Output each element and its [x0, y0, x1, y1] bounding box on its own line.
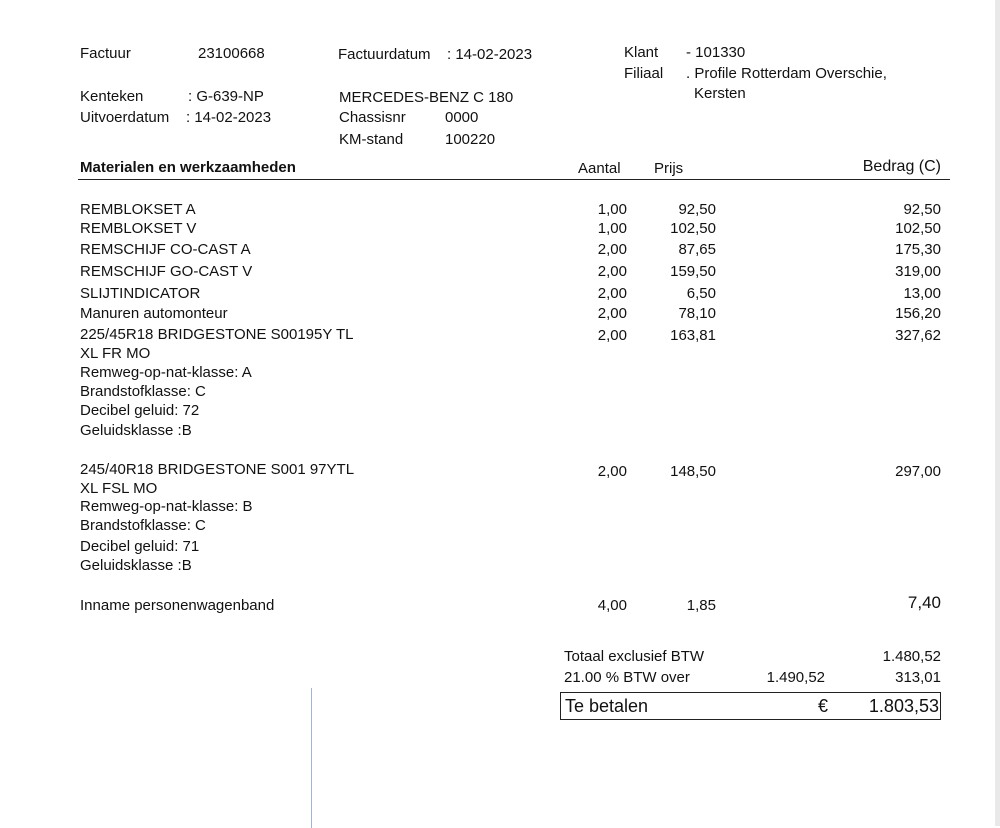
vehicle-model: MERCEDES-BENZ C 180 — [339, 89, 514, 106]
row-qty: 2,00 — [597, 263, 627, 280]
row-price: 1,85 — [686, 597, 716, 614]
row-amount: 327,62 — [895, 327, 941, 344]
row-detail: Geluidsklasse :B — [80, 422, 192, 439]
row-desc: 245/40R18 BRIDGESTONE S001 97YTL — [80, 461, 355, 478]
row-qty: 2,00 — [597, 327, 627, 344]
row-amount: 92,50 — [903, 201, 941, 218]
row-desc: SLIJTINDICATOR — [80, 285, 201, 302]
row-qty: 2,00 — [597, 241, 627, 258]
factuur-label: Factuur — [80, 45, 131, 62]
filiaal-value: . Profile Rotterdam Overschie, — [686, 65, 887, 82]
currency-symbol: € — [818, 696, 829, 716]
row-price: 87,65 — [678, 241, 716, 258]
total-excl-label: Totaal exclusief BTW — [564, 648, 705, 665]
row-qty: 2,00 — [597, 305, 627, 322]
scan-artifact-line — [311, 688, 312, 828]
row-price: 148,50 — [670, 463, 716, 480]
row-detail: Decibel geluid: 72 — [80, 402, 200, 419]
row-amount: 13,00 — [903, 285, 941, 302]
scan-edge — [995, 0, 1000, 826]
row-detail: XL FSL MO — [80, 480, 158, 497]
row-detail: Geluidsklasse :B — [80, 557, 192, 574]
row-desc: REMSCHIJF GO-CAST V — [80, 263, 253, 280]
row-price: 92,50 — [678, 201, 716, 218]
factuurdatum-value: : 14-02-2023 — [447, 46, 533, 63]
col-header-materials: Materialen en werkzaamheden — [80, 159, 296, 176]
row-qty: 1,00 — [597, 220, 627, 237]
row-amount: 297,00 — [895, 463, 941, 480]
row-price: 78,10 — [678, 305, 716, 322]
pay-value: 1.803,53 — [868, 696, 939, 716]
chassisnr-label: Chassisnr — [339, 109, 406, 126]
row-price: 163,81 — [670, 327, 716, 344]
row-detail: Remweg-op-nat-klasse: B — [80, 498, 253, 515]
row-amount: 102,50 — [895, 220, 941, 237]
row-qty: 1,00 — [597, 201, 627, 218]
row-detail: Remweg-op-nat-klasse: A — [80, 364, 252, 381]
col-header-prijs: Prijs — [654, 160, 684, 177]
klant-value: - 101330 — [686, 44, 746, 61]
total-excl-value: 1.480,52 — [882, 648, 941, 665]
row-qty: 2,00 — [597, 285, 627, 302]
row-detail: Brandstofklasse: C — [80, 517, 206, 534]
row-amount: 7,40 — [907, 593, 941, 612]
klant-label: Klant — [624, 44, 659, 61]
chassisnr-value: 0000 — [445, 109, 479, 126]
row-detail: Brandstofklasse: C — [80, 383, 206, 400]
row-detail: Decibel geluid: 71 — [80, 538, 200, 555]
btw-label: 21.00 % BTW over — [564, 669, 690, 686]
col-header-aantal: Aantal — [578, 160, 621, 177]
row-qty: 2,00 — [597, 463, 627, 480]
col-header-bedrag: Bedrag (C) — [862, 158, 941, 175]
row-desc: REMBLOKSET V — [80, 220, 197, 237]
filiaal-value-line2: Kersten — [694, 85, 746, 102]
row-desc: REMBLOKSET A — [80, 201, 196, 218]
row-detail: XL FR MO — [80, 345, 151, 362]
row-price: 102,50 — [670, 220, 716, 237]
row-desc: Manuren automonteur — [80, 305, 228, 322]
row-qty: 4,00 — [597, 597, 627, 614]
filiaal-label: Filiaal — [624, 65, 664, 82]
factuurdatum-label: Factuurdatum — [338, 46, 431, 63]
btw-base: 1.490,52 — [766, 669, 825, 686]
btw-value: 313,01 — [895, 669, 941, 686]
row-price: 159,50 — [670, 263, 716, 280]
factuur-number: 23100668 — [198, 45, 265, 62]
header-rule — [78, 179, 950, 180]
row-desc: 225/45R18 BRIDGESTONE S00195Y TL — [80, 326, 354, 343]
kenteken-label: Kenteken — [80, 88, 144, 105]
row-amount: 156,20 — [895, 305, 941, 322]
kmstand-label: KM-stand — [339, 131, 404, 148]
uitvoerdatum-label: Uitvoerdatum — [80, 109, 170, 126]
row-desc: REMSCHIJF CO-CAST A — [80, 241, 251, 258]
row-desc: Inname personenwagenband — [80, 597, 275, 614]
row-price: 6,50 — [686, 285, 716, 302]
kenteken-value: : G-639-NP — [188, 88, 264, 105]
uitvoerdatum-value: : 14-02-2023 — [186, 109, 272, 126]
kmstand-value: 100220 — [445, 131, 496, 148]
row-amount: 319,00 — [895, 263, 941, 280]
row-amount: 175,30 — [895, 241, 941, 258]
pay-label: Te betalen — [565, 696, 649, 716]
